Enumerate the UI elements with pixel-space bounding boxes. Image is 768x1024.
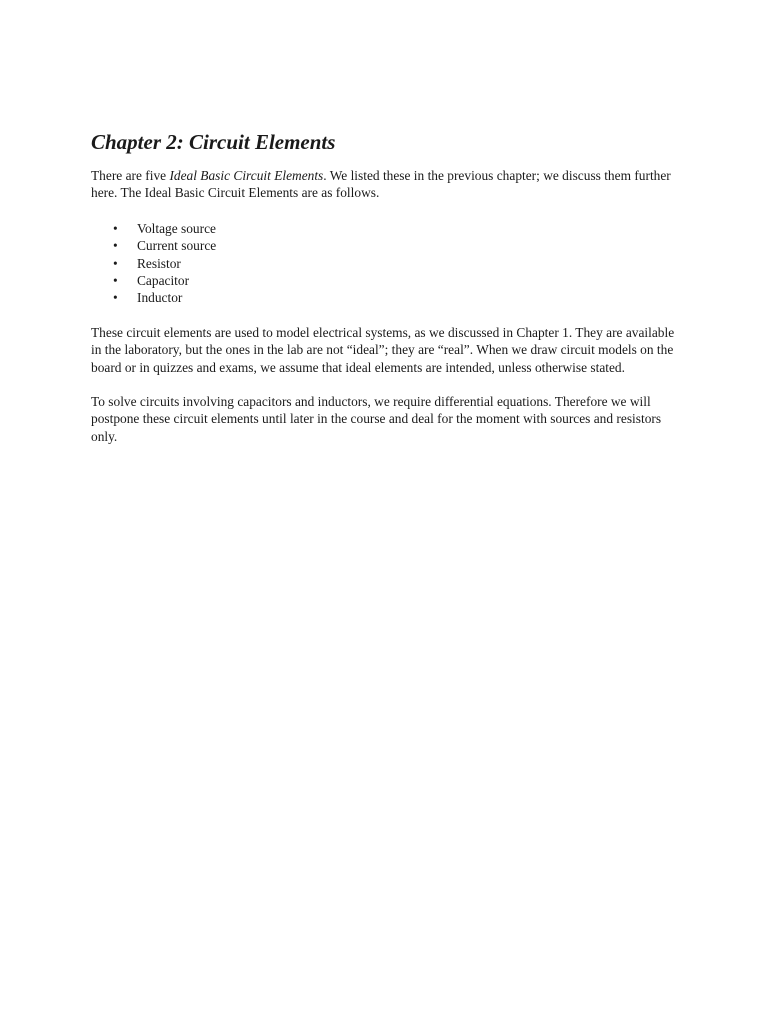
list-item-label: Inductor bbox=[137, 290, 183, 306]
list-item-label: Resistor bbox=[137, 255, 181, 271]
intro-text-before: There are five bbox=[91, 168, 170, 183]
list-item-label: Current source bbox=[137, 238, 217, 254]
body-paragraph: These circuit elements are used to model electrical systems, as we discussed in Chapter 1. They are available in the laboratory, but the ones in the lab are not “ideal”; they are “real”. When we draw circuit models on the board or in quizzes and exams, we assume that ideal elements are intended, unless otherwise stated. bbox=[91, 324, 675, 375]
bullet-icon: • bbox=[113, 290, 118, 306]
list-item-label: Capacitor bbox=[137, 273, 190, 289]
list-item-label: Voltage source bbox=[137, 220, 216, 236]
circuit-element-list bbox=[91, 220, 681, 307]
intro-text-after: . We listed these in the previous chapter; we discuss them further here. The Ideal Basic Circuit Elements are as follows. bbox=[91, 168, 671, 201]
intro-emphasis: Ideal Basic Circuit Elements bbox=[169, 168, 324, 183]
list-item bbox=[91, 272, 681, 289]
body-paragraph: To solve circuits involving capacitors and inductors, we require differential equations. Therefore we will postpone these circuit elements until later in the course and deal for the moment with sources and resistors only. bbox=[91, 394, 662, 444]
bullet-icon: • bbox=[113, 220, 118, 236]
bullet-icon: • bbox=[113, 255, 118, 271]
bullet-icon: • bbox=[113, 273, 118, 289]
bullet-icon: • bbox=[113, 238, 118, 254]
list-item bbox=[91, 220, 681, 237]
list-item bbox=[91, 255, 681, 272]
list-item bbox=[91, 237, 681, 254]
intro-paragraph bbox=[91, 167, 681, 202]
page-content bbox=[91, 128, 681, 445]
list-item bbox=[91, 289, 681, 306]
chapter-title: Chapter 2: Circuit Elements bbox=[91, 130, 336, 154]
